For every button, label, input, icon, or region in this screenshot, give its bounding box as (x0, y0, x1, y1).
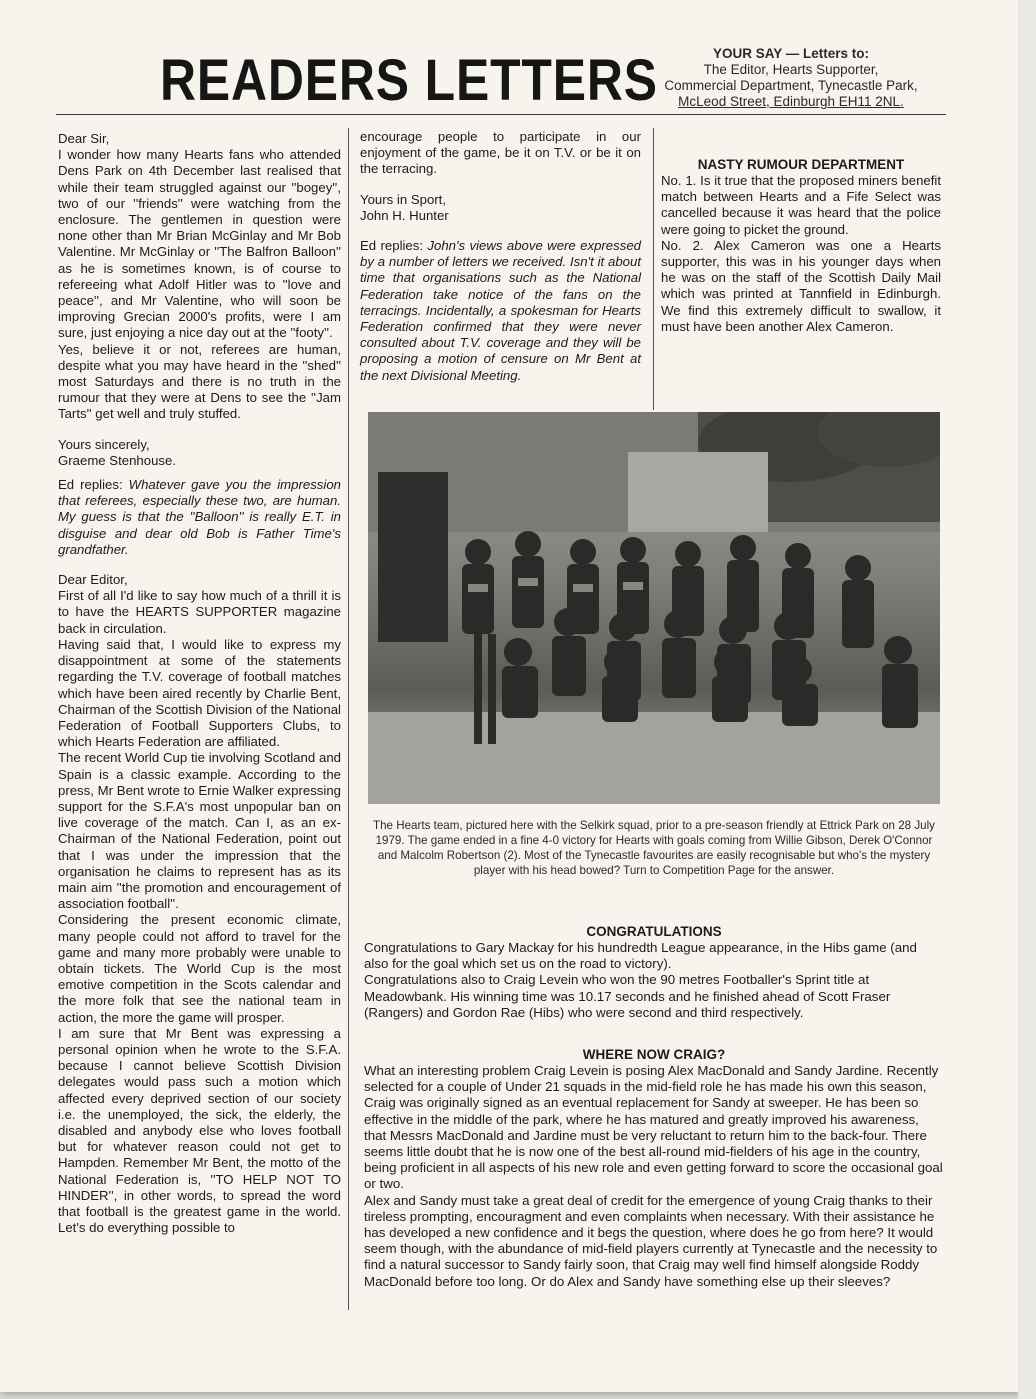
section-paragraph: Congratulations also to Craig Levein who won the 90 metres Footballer's Sprint title at Meadowbank. His winning time was 10.17 seconds and he finished ahead of Scott Fraser (Rangers) and Gordon Rae (Hibs) who were second and third respectively. (364, 972, 891, 1020)
header-divider (56, 114, 946, 115)
column-left (58, 131, 341, 1236)
letter-signoff: Yours sincerely, (58, 436, 150, 452)
ed-reply-text: Whatever gave you the impression that referees, especially these two, are human. My guess is that the ''Balloon'' is really E.T. in disguise and dear old Bob is Father Time's grandfather. (58, 477, 341, 557)
rumour-item: No. 1. Is it true that the proposed miners benefit match between Hearts and a Fife Select was cancelled because it was heard that the police were going to picket the ground. (661, 173, 941, 237)
team-photo (368, 412, 940, 804)
ed-label: Ed replies: (58, 477, 123, 493)
letter-salutation: Dear Editor, (58, 572, 128, 588)
column-right (661, 156, 941, 335)
letter-paragraph: Having said that, I would like to express my disappointment at some of the statements regarding the T.V. coverage of football matches which have been aired recently by Charlie Bent, Chairman of the Scottish Division of the National Federation of Football Supporters Clubs, to which Hearts Federation are affiliated. (58, 636, 341, 750)
ed-label: Ed replies: (360, 238, 424, 254)
rumour-item: No. 2. Alex Cameron was one a Hearts supporter, this was in his younger days when he was on the staff of the Scottish Daily Mail which was printed at Tannfield in Edinburgh. We find this extremely difficult to swallow, it must have been another Alex Cameron. (661, 237, 941, 334)
where-now-section (364, 1046, 944, 1290)
congratulations-section (364, 923, 944, 1021)
letter-signoff: Yours in Sport, (360, 191, 447, 207)
column-middle (360, 129, 641, 384)
editor-reply (58, 477, 341, 558)
column-divider (653, 128, 654, 410)
letters-address-box (646, 46, 936, 110)
column-divider (348, 128, 349, 1310)
letter-paragraph: First of all I'd like to say how much of a thrill it is to have the HEARTS SUPPORTER magazine back in circulation. (58, 588, 341, 636)
section-heading: CONGRATULATIONS (586, 924, 722, 939)
editor-reply (360, 238, 641, 384)
ed-reply-text: John's views above were expressed by a number of letters we received. Isn't it about time that organisations such as the National Federation take notice of the fans on the terracings. Incidentally, a spokesman for Hearts Federation confirmed that they were never consulted about T.V. coverage and they will be proposing a motion of censure on Mr Bent at the next Divisional Meeting. (360, 238, 641, 383)
letter-signature: Graeme Stenhouse. (58, 452, 177, 468)
letter-continuation: encourage people to participate in our enjoyment of the game, be it on T.V. or be it on the terracing. (360, 129, 641, 177)
address-line: Commercial Department, Tynecastle Park, (664, 78, 918, 93)
section-paragraph: Congratulations to Gary Mackay for his hundredth League appearance, in the Hibs game (and also for the goal which set us on the road to victory). (364, 940, 917, 972)
letter-body: I wonder how many Hearts fans who attended Dens Park on 4th December last realised that while their team struggled against our ''bogey'', two of our ''friends'' were watching from the enclosure. The gentlemen in question were none other than Mr Brian McGinlay and Mr Bob Valentine. Mr McGinlay or ''The Balfron Balloon'' as he is sometimes known, is of course to refereeing what Adolf Hitler was to ''love and peace'', and Mr Valentine, who will soon be improving Grecian 2000's profits, were I am sure, just enjoying a nice day out at the ''footy''. (58, 147, 341, 341)
letter-body: Yes, believe it or not, referees are human, despite what you may have heard in the ''shed'' most Saturdays and there is no truth in the rumour that they were at Dens to see the ''Jam Tarts'' get well and truly stuffed. (58, 341, 341, 422)
address-line: McLeod Street, Edinburgh EH11 2NL. (678, 94, 904, 109)
scan-edge (1018, 0, 1036, 1399)
letter-paragraph: The recent World Cup tie involving Scotland and Spain is a classic example. According to the press, Mr Bent wrote to Ernie Walker expressing support for the S.F.A's most unpopular ban on live coverage of the match. Can I, as an ex-Chairman of the National Federation, point out that I was under the impression that the organisation he claims to represent has as its main aim ''the promotion and encouragement of association football''. (58, 750, 341, 912)
letter-paragraph: Considering the present economic climate, many people could not afford to travel for the game and many more probably were unable to obtain tickets. The World Cup is the most emotive competition in the Scots calendar and the more folk that see the national team in action, the more the game will prosper. (58, 912, 341, 1025)
section-heading: WHERE NOW CRAIG? (582, 1047, 726, 1062)
letter-signature: John H. Hunter (360, 207, 449, 223)
page-title: READERS LETTERS (160, 48, 658, 113)
photo-caption: The Hearts team, pictured here with the Selkirk squad, prior to a pre-season friendly at Ettrick Park on 28 July 1979. The game ended in a fine 4-0 victory for Hearts with goals coming from Willie Gibson, Derek O'Connor and Malcolm Robertson (2). Most of the Tynecastle favourites are easily recognisable but who's the mystery player with his head bowed? Turn to Competition Page for the answer. (373, 819, 935, 877)
section-paragraph: What an interesting problem Craig Levein is posing Alex MacDonald and Sandy Jardine. Recently selected for a couple of Under 21 squads in the mid-field role he has made his own this season, Craig was originally signed as an eventual replacement for Sandy at sweeper. He has been so effective in the middle of the park, where he has matured and greatly improved his awareness, that Messrs MacDonald and Jardine must be very reluctant to return him to the back-four. There seems little doubt that he is now one of the best all-round mid-fielders of his age in the country, being proficient in all aspects of his new role and even getting forward to score the occasional goal or two. (364, 1063, 943, 1192)
letter-paragraph: I am sure that Mr Bent was expressing a personal opinion when he wrote to the S.F.A. because I cannot believe Scottish Division delegates would pass such a motion which affected every deprived section of our society i.e. the unemployed, the sick, the elderly, the disabled and anybody else who loves football but for whatever reason could not get to Hampden. Remember Mr Bent, the motto of the National Federation is, ''TO HELP NOT TO HINDER'', in other words, to spread the word that football is the greatest game in the world. Let's do everything possible to (58, 1025, 341, 1236)
masthead (0, 40, 1018, 120)
rumour-heading: NASTY RUMOUR DEPARTMENT (697, 157, 905, 172)
section-paragraph: Alex and Sandy must take a great deal of credit for the emergence of young Craig thanks to their tireless prompting, encouragment and even complaints when necessary. With their assistance he has developed a new confidence and it begs the question, where does he go from here? It would seem though, with the abundance of mid-field players currently at Tynecastle and the necessity to find a natural successor to Sandy fairly soon, that Craig may well find himself alongside Roddy MacDonald before too long. Or do Alex and Sandy have something else up their sleeves? (364, 1192, 938, 1289)
yoursay-heading: YOUR SAY — Letters to: (712, 46, 870, 61)
team-photo-illustration (368, 412, 940, 804)
address-line: The Editor, Hearts Supporter, (703, 62, 879, 77)
letter-salutation: Dear Sir, (58, 131, 110, 146)
